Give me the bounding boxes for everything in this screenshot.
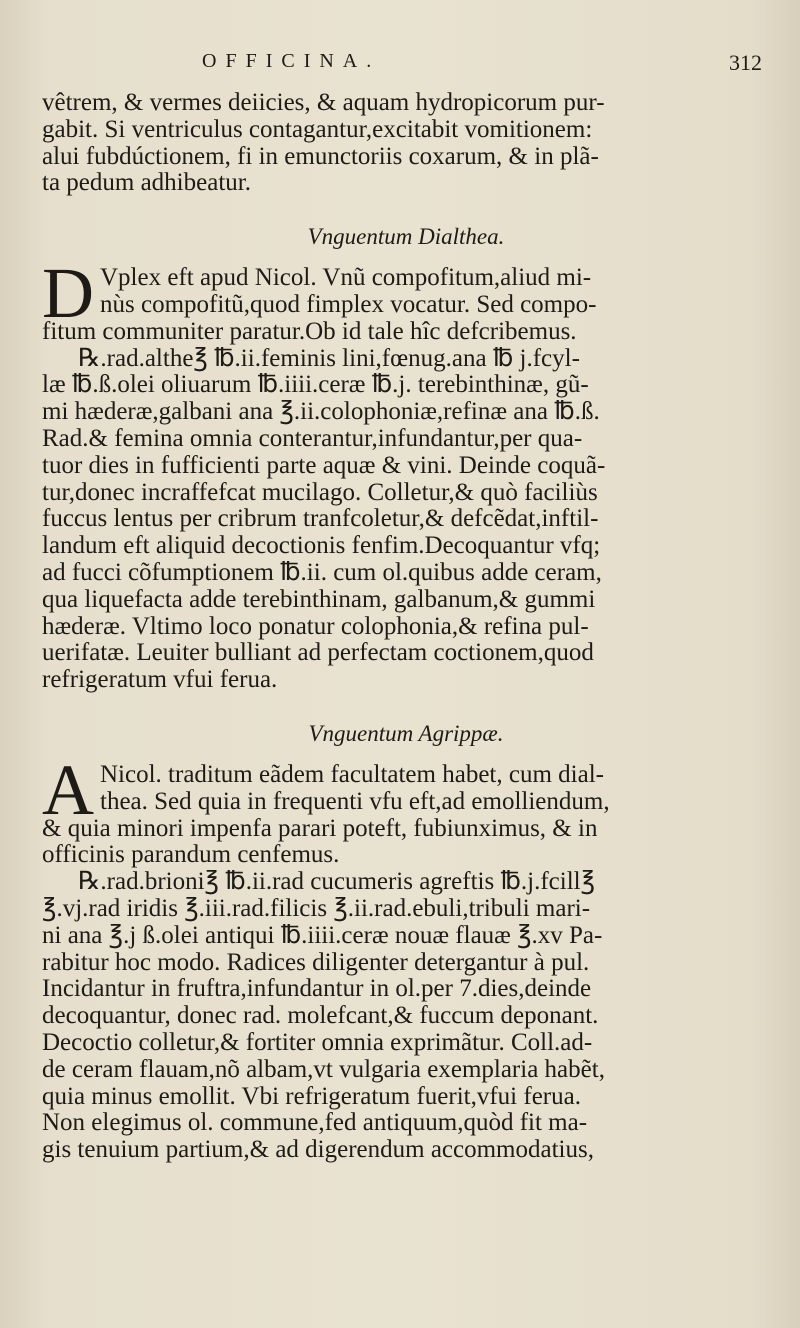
recipe-line: ℞.rad.althe℥ ℔.ii.feminis lini,fœnug.ana ℔ j.fcyl-: [78, 344, 580, 372]
text-line: hæderæ. Vltimo loco ponatur colophonia,& refina pul-: [42, 612, 589, 640]
text-line: refrigeratum vfui ferua.: [42, 666, 278, 694]
text-line: ad fucci cõfumptionem ℔.ii. cum ol.quibus adde ceram,: [42, 558, 602, 586]
section-heading-dialthea: Vnguentum Dialthea.: [307, 224, 505, 250]
text-line: nùs compofitũ,quod fimplex vocatur. Sed compo-: [100, 290, 597, 318]
text-line: gis tenuium partium,& ad digerendum accommodatius,: [42, 1136, 594, 1164]
text-line: læ ℔.ß.olei oliuarum ℔.iiii.ceræ ℔.j. terebinthinæ, gũ-: [42, 371, 589, 399]
page-header: [42, 50, 770, 90]
running-head: OFFICINA.: [202, 50, 381, 72]
text-line: officinis parandum cenfemus.: [42, 841, 340, 869]
text-line: Vplex eft apud Nicol. Vnũ compofitum,aliud mi-: [100, 264, 592, 292]
text-line: alui fubdúctionem, fi in emunctoriis coxarum, & in plã-: [42, 142, 599, 170]
text-line: ℥.vj.rad iridis ℥.iii.rad.filicis ℥.ii.rad.ebuli,tribuli mari-: [42, 894, 591, 922]
text-line: fitum communiter paratur.Ob id tale hîc defcribemus.: [42, 317, 577, 345]
text-line: landum eft aliquid decoctionis fenfim.Decoquantur vfq;: [42, 532, 601, 560]
text-line: decoquantur, donec rad. molefcant,& fuccum deponant.: [42, 1002, 599, 1030]
text-line: Decoctio colletur,& fortiter omnia exprimãtur. Coll.ad-: [42, 1028, 593, 1056]
page-text: [42, 50, 770, 1164]
text-line: quia minus emollit. Vbi refrigeratum fuerit,vfui ferua.: [42, 1082, 581, 1110]
text-line: Nicol. traditum eãdem facultatem habet, cum dial-: [100, 760, 604, 788]
text-line: Non elegimus ol. commune,fed antiquum,quòd fit ma-: [42, 1109, 588, 1137]
section-heading-agrippae: Vnguentum Agrippæ.: [308, 720, 504, 746]
text-line: qua liquefacta adde terebinthinam, galbanum,& gummi: [42, 585, 596, 613]
recipe-line: ℞.rad.brioni℥ ℔.ii.rad cucumeris agreftis ℔.j.fcill℥: [78, 868, 596, 896]
text-line: tuor dies in fufficienti parte aquæ & vini. Deinde coquã-: [42, 451, 606, 479]
text-line: ta pedum adhibeatur.: [42, 169, 251, 197]
text-line: fuccus lentus per cribrum tranfcoletur,& defcẽdat,inftil-: [42, 505, 599, 533]
text-line: rabitur hoc modo. Radices diligenter detergantur à pul.: [42, 948, 590, 976]
drop-cap: D: [42, 253, 94, 334]
section-dialthea: [42, 253, 770, 694]
text-line: ni ana ℥.j ß.olei antiqui ℔.iiii.ceræ nouæ flauæ ℥.xv Pa-: [42, 921, 603, 949]
text-line: de ceram flauam,nõ albam,vt vulgaria exemplaria habẽt,: [42, 1055, 605, 1083]
text-line: Incidantur in fruftra,infundantur in ol.per 7.dies,deinde: [42, 975, 592, 1003]
text-line: gabit. Si ventriculus contagantur,excitabit vomitionem:: [42, 115, 593, 143]
text-line: Rad.& femina omnia conterantur,infundantur,per qua-: [42, 424, 583, 452]
drop-cap: A: [42, 749, 94, 830]
text-line: tur,donec incraffefcat mucilago. Colletur,& quò faciliùs: [42, 478, 598, 506]
text-line: uerifatæ. Leuiter bulliant ad perfectam coctionem,quod: [42, 639, 594, 667]
page-number: 312: [729, 50, 762, 75]
text-line: & quia minori impenfa parari poteft, fubiunximus, & in: [42, 814, 598, 842]
intro-paragraph: [42, 90, 770, 197]
text-line: thea. Sed quia in frequenti vfu eft,ad emolliendum,: [100, 787, 610, 815]
text-line: mi hæderæ,galbani ana ℥.ii.colophoniæ,refinæ ana ℔.ß.: [42, 398, 600, 426]
text-line: vêtrem, & vermes deiicies, & aquam hydropicorum pur-: [42, 89, 605, 116]
section-agrippae: [42, 749, 770, 1164]
